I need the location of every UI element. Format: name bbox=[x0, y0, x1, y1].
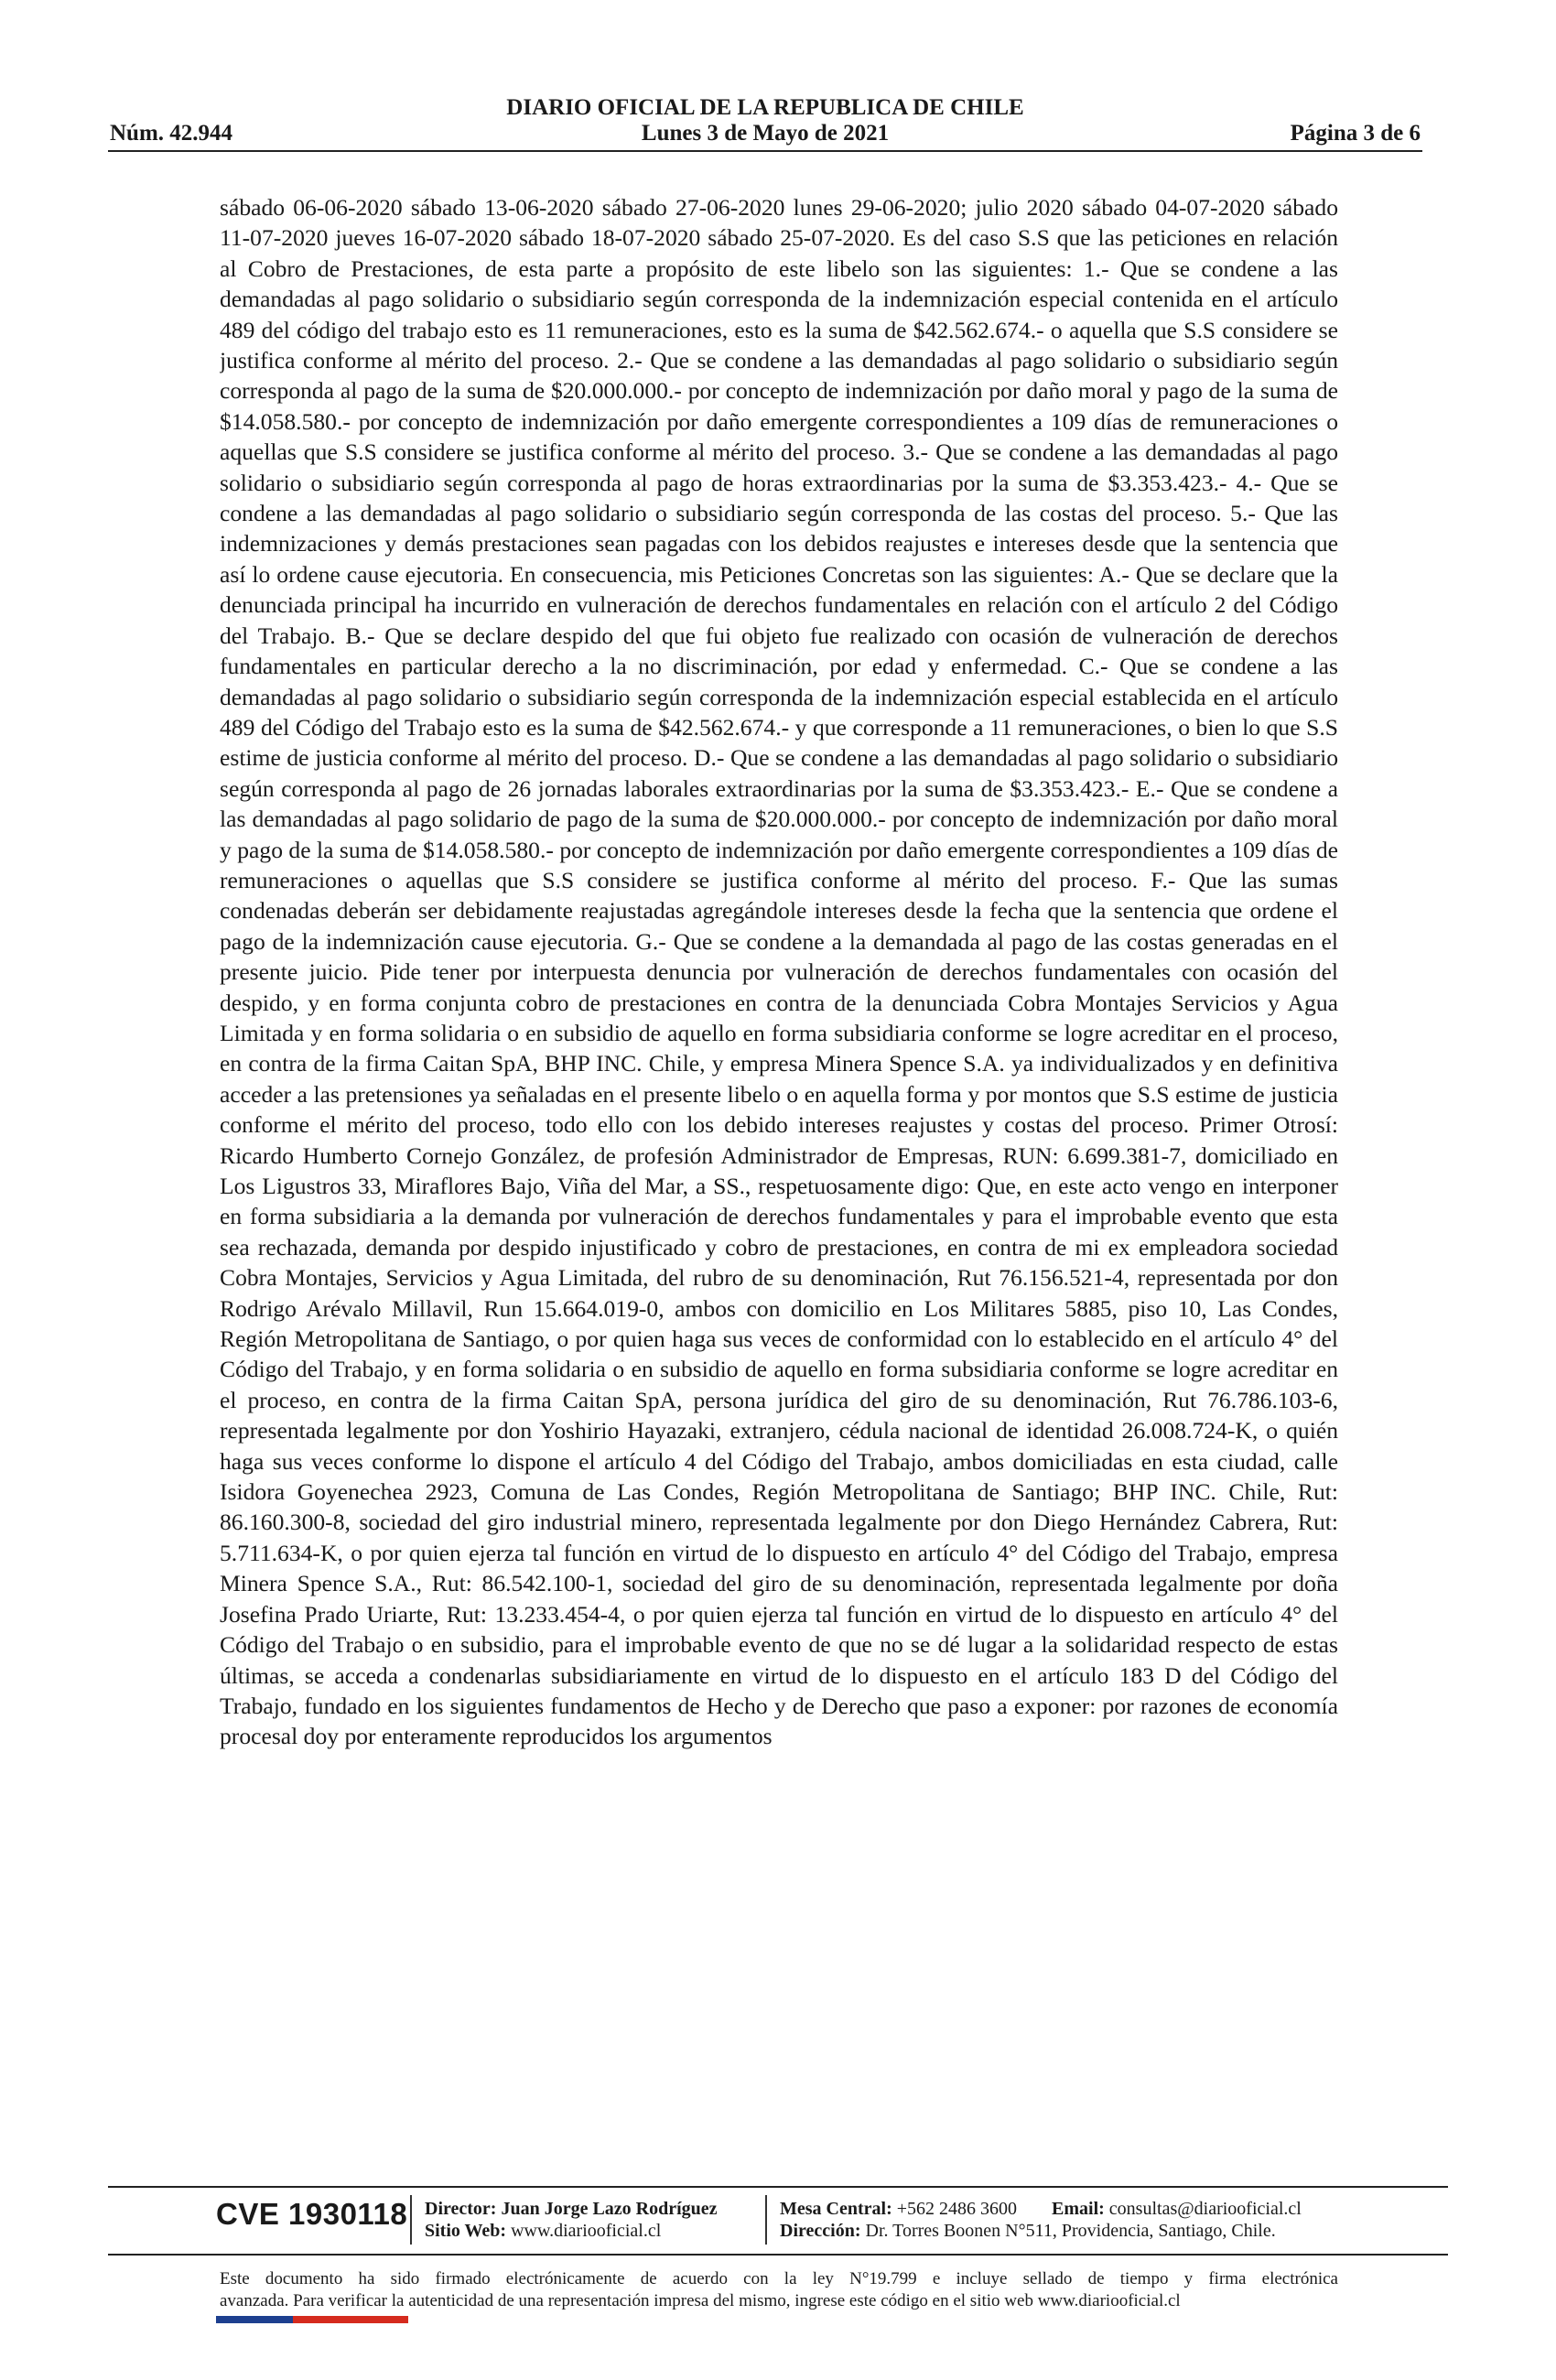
email-label: Email: bbox=[1052, 2199, 1105, 2219]
footer-contact-block bbox=[780, 2198, 1302, 2242]
footer-director-block bbox=[425, 2198, 718, 2242]
footer-bottom-divider bbox=[108, 2254, 1448, 2256]
email-link[interactable]: consultas@diariooficial.cl bbox=[1108, 2199, 1302, 2219]
website-link[interactable]: www.diariooficial.cl bbox=[511, 2221, 662, 2241]
website-label: Sitio Web: bbox=[425, 2221, 507, 2241]
page-header bbox=[108, 92, 1422, 152]
cve-code: CVE 1930118 bbox=[216, 2197, 408, 2231]
issue-date: Lunes 3 de Mayo de 2021 bbox=[641, 121, 890, 146]
publication-title: DIARIO OFICIAL DE LA REPUBLICA DE CHILE bbox=[506, 95, 1024, 120]
flag-stripe-blue bbox=[216, 2316, 293, 2323]
address-value: Dr. Torres Boonen N°511, Providencia, Santiago, Chile. bbox=[865, 2221, 1276, 2241]
page-number: Página 3 de 6 bbox=[1290, 121, 1421, 146]
legal-notice bbox=[220, 2268, 1338, 2312]
flag-stripe bbox=[216, 2316, 408, 2323]
address-label: Dirección: bbox=[780, 2221, 861, 2241]
phone-number: +562 2486 3600 bbox=[896, 2199, 1018, 2219]
director-label: Director: bbox=[425, 2199, 497, 2219]
flag-stripe-red bbox=[293, 2316, 408, 2323]
director-name: Juan Jorge Lazo Rodríguez bbox=[501, 2199, 718, 2219]
footer-separator bbox=[410, 2195, 412, 2245]
document-body: sábado 06-06-2020 sábado 13-06-2020 sábado 27-06-2020 lunes 29-06-2020; julio 2020 sábado 04-07-2020 sábado 11-07-2020 jueves 16-07-2020 sábado 18-07-2020 sábado 25-07-2020. Es del caso S.S que las peticiones en relación al Cobro de Prestaciones, de esta parte a propósito de este libelo son las siguientes: 1.- Que se condene a las demandadas al pago solidario o subsidiario según corresponda de la indemnización especial contenida en el artículo 489 del código del trabajo esto es 11 remuneraciones, esto es la suma de $42.562.674.- o aquella que S.S considere se justifica conforme al mérito del proceso. 2.- Que se condene a las demandadas al pago solidario o subsidiario según corresponda al pago de la suma de $20.000.000.- por concepto de indemnización por daño moral y pago de la suma de $14.058.580.- por concepto de indemnización por daño emergente correspondientes a 109 días de remuneraciones o aquellas que S.S considere se justifica conforme al mérito del proceso. 3.- Que se condene a las demandadas al pago solidario o subsidiario según corresponda al pago de horas extraordinarias por la suma de $3.353.423.- 4.- Que se condene a las demandadas al pago solidario o subsidiario según corresponda de las costas del proceso. 5.- Que las indemnizaciones y demás prestaciones sean pagadas con los debidos reajustes e intereses desde que la sentencia que así lo ordene cause ejecutoria. En consecuencia, mis Peticiones Concretas son las siguientes: A.- Que se declare que la denunciada principal ha incurrido en vulneración de derechos fundamentales en relación con el artículo 2 del Código del Trabajo. B.- Que se declare despido del que fui objeto fue realizado con ocasión de vulneración de derechos fundamentales en particular derecho a la no discriminación, por edad y enfermedad. C.- Que se condene a las demandadas al pago solidario o subsidiario según corresponda de la indemnización especial establecida en el artículo 489 del Código del Trabajo esto es la suma de $42.562.674.- y que corresponde a 11 remuneraciones, o bien lo que S.S estime de justicia conforme al mérito del proceso. D.- Que se condene a las demandadas al pago solidario o subsidiario según corresponda al pago de 26 jornadas laborales extraordinarias por la suma de $3.353.423.- E.- Que se condene a las demandadas al pago solidario de pago de la suma de $20.000.000.- por concepto de indemnización por daño moral y pago de la suma de $14.058.580.- por concepto de indemnización por daño emergente correspondientes a 109 días de remuneraciones o aquellas que S.S considere se justifica conforme al mérito del proceso. F.- Que las sumas condenadas deberán ser debidamente reajustadas agregándole intereses desde la fecha que la sentencia que ordene el pago de la indemnización cause ejecutoria. G.- Que se condene a la demandada al pago de las costas generadas en el presente juicio. Pide tener por interpuesta denuncia por vulneración de derechos fundamentales con ocasión del despido, y en forma conjunta cobro de prestaciones en contra de la denunciada Cobra Montajes Servicios y Agua Limitada y en forma solidaria o en subsidio de aquello en forma subsidiaria conforme se logre acreditar en el proceso, en contra de la firma Caitan SpA, BHP INC. Chile, y empresa Minera Spence S.A. ya individualizados y en definitiva acceder a las pretensiones ya señaladas en el presente libelo o en aquella forma y por montos que S.S estime de justicia conforme el mérito del proceso, todo ello con los debido intereses reajustes y costas del proceso. Primer Otrosí: Ricardo Humberto Cornejo González, de profesión Administrador de Empresas, RUN: 6.699.381-7, domiciliado en Los Ligustros 33, Miraflores Bajo, Viña del Mar, a SS., respetuosamente digo: Que, en este acto vengo en interponer en forma subsidiaria a la demanda por vulneración de derechos fundamentales y para el improbable evento que esta sea rechazada, demanda por despido injustificado y cobro de prestaciones, en contra de mi ex empleadora sociedad Cobra Montajes, Servicios y Agua Limitada, del rubro de su denominación, Rut 76.156.521-4, representada por don Rodrigo Arévalo Millavil, Run 15.664.019-0, ambos con domicilio en Los Militares 5885, piso 10, Las Condes, Región Metropolitana de Santiago, o por quien haga sus veces de conformidad con lo establecido en el artículo 4° del Código del Trabajo, y en forma solidaria o en subsidio de aquello en forma subsidiaria conforme se logre acreditar en el proceso, en contra de la firma Caitan SpA, persona jurídica del giro de su denominación, Rut 76.786.103-6, representada legalmente por don Yoshirio Hayazaki, extranjero, cédula nacional de identidad 26.008.724-K, o quién haga sus veces conforme lo dispone el artículo 4 del Código del Trabajo, ambos domiciliadas en esta ciudad, calle Isidora Goyenechea 2923, Comuna de Las Condes, Región Metropolitana de Santiago; BHP INC. Chile, Rut: 86.160.300-8, sociedad del giro industrial minero, representada legalmente por don Diego Hernández Cabrera, Rut: 5.711.634-K, o por quien ejerza tal función en virtud de lo dispuesto en artículo 4° del Código del Trabajo, empresa Minera Spence S.A., Rut: 86.542.100-1, sociedad del giro de su denominación, representada legalmente por doña Josefina Prado Uriarte, Rut: 13.233.454-4, o por quien ejerza tal función en virtud de lo dispuesto en artículo 4° del Código del Trabajo o en subsidio, para el improbable evento de que no se dé lugar a la solidaridad respecto de estas últimas, se acceda a condenarlas subsidiariamente en virtud de lo dispuesto en el artículo 183 D del Código del Trabajo, fundado en los siguientes fundamentos de Hecho y de Derecho que paso a exponer: por razones de economía procesal doy por enteramente reproducidos los argumentos bbox=[220, 194, 1338, 1750]
phone-label: Mesa Central: bbox=[780, 2199, 892, 2219]
footer-separator bbox=[765, 2195, 767, 2245]
issue-number: Núm. 42.944 bbox=[110, 121, 233, 146]
footer-top-divider bbox=[108, 2186, 1448, 2188]
legal-notice-line: Este documento ha sido firmado electrónicamente de acuerdo con la ley N°19.799 e incluye sellado de tiempo y firma electrónica bbox=[220, 2269, 1338, 2288]
legal-notice-line: avanzada. Para verificar la autenticidad de una representación impresa del mismo, ingrese este código en el sitio web www.diariooficial.cl bbox=[220, 2291, 1181, 2310]
